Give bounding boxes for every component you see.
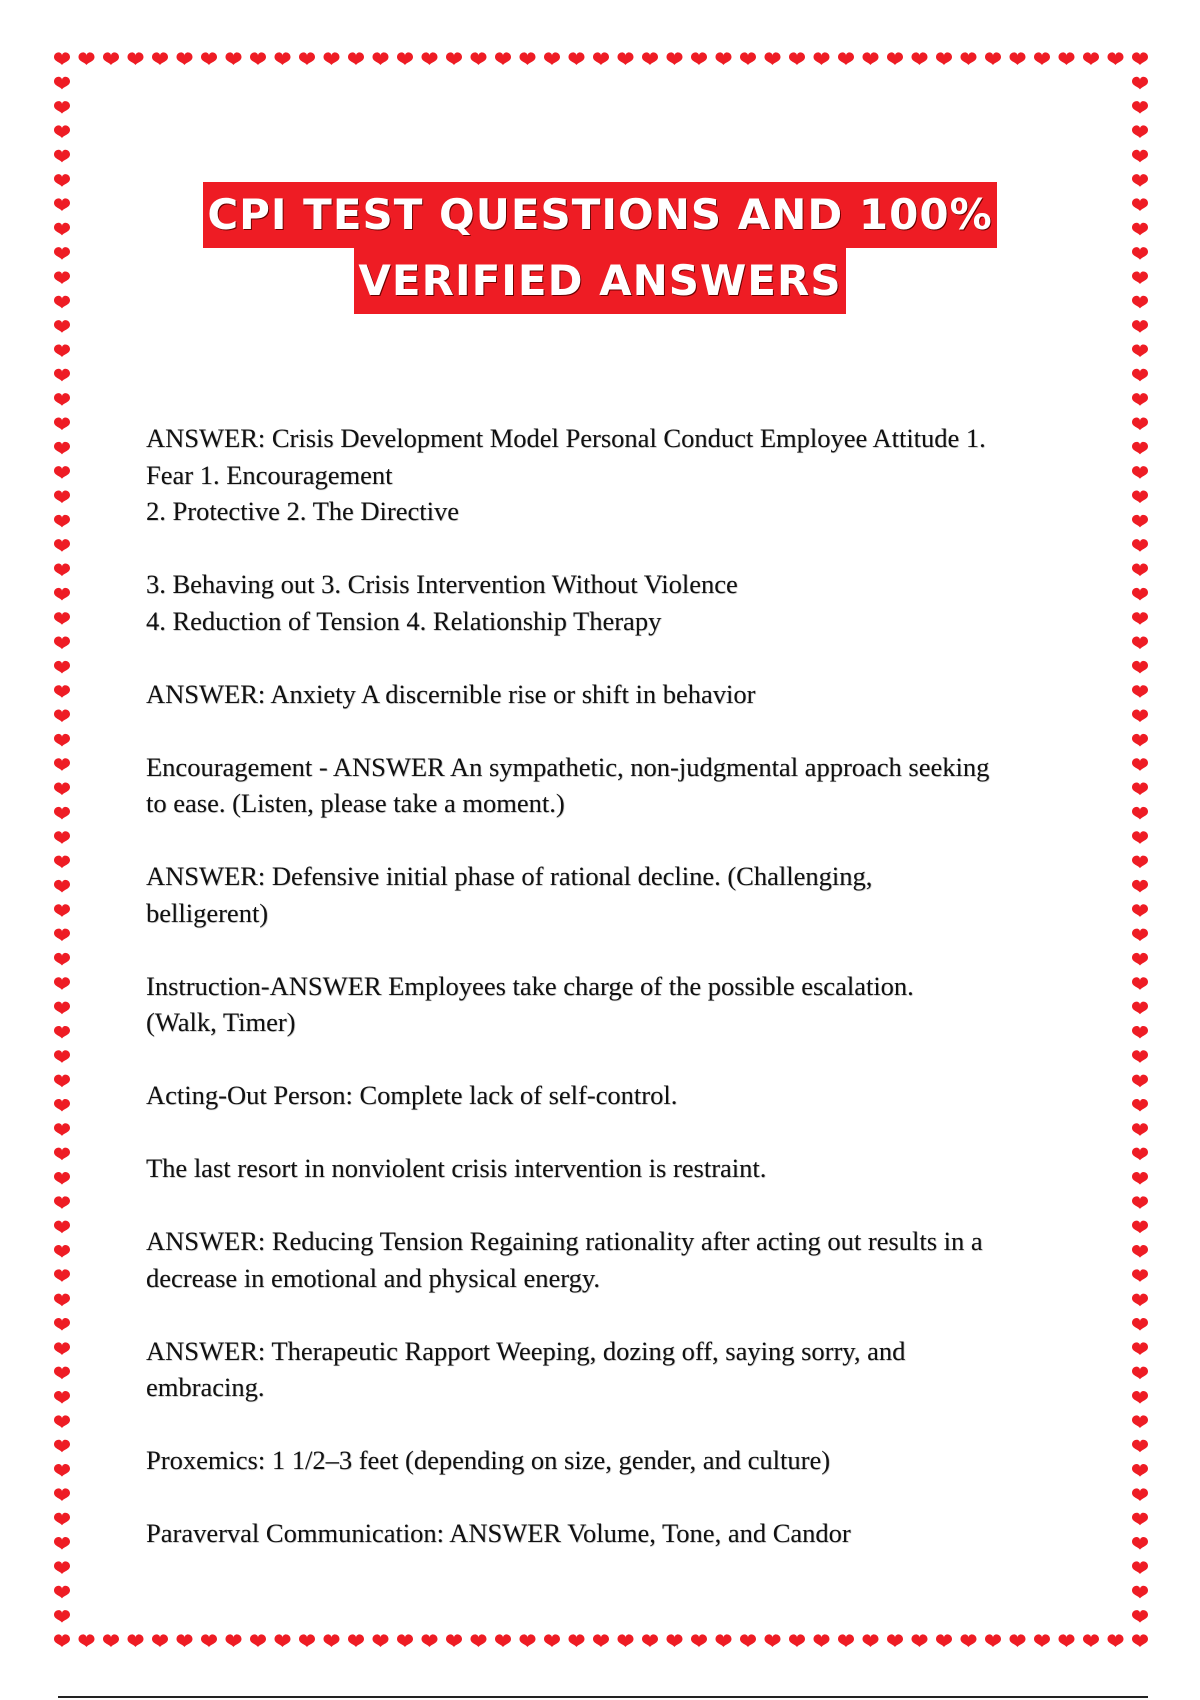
heart-icon — [1132, 1245, 1148, 1258]
heart-icon — [1132, 1148, 1148, 1161]
heart-icon — [544, 1634, 560, 1647]
text-line: belligerent) — [146, 897, 269, 928]
heart-icon — [1108, 1634, 1124, 1647]
heart-icon — [54, 125, 70, 138]
text-line: to ease. (Listen, please take a moment.) — [146, 788, 565, 818]
heart-icon — [1132, 953, 1148, 966]
heart-icon — [1132, 417, 1148, 430]
heart-icon — [716, 1634, 732, 1647]
heart-icon — [54, 344, 70, 357]
heart-icon — [985, 1634, 1001, 1647]
heart-icon — [1132, 783, 1148, 796]
body-paragraph — [146, 968, 1076, 1041]
heart-icon — [814, 1634, 830, 1647]
heart-icon — [54, 1245, 70, 1258]
heart-icon — [1132, 564, 1148, 577]
heart-icon — [1132, 466, 1148, 479]
text-line: 4. Reduction of Tension 4. Relationship Therapy — [146, 605, 662, 636]
body-paragraph — [146, 566, 1076, 639]
heart-icon — [1132, 807, 1148, 820]
body-paragraph — [146, 420, 1076, 530]
heart-icon — [1132, 880, 1148, 893]
heart-icon — [520, 1634, 536, 1647]
heart-icon — [1132, 515, 1148, 528]
heart-icon — [299, 1634, 315, 1647]
heart-icon — [54, 101, 70, 114]
heart-icon — [544, 52, 560, 65]
heart-icon — [103, 52, 119, 65]
heart-icon — [1132, 588, 1148, 601]
heart-icon — [1132, 490, 1148, 503]
heart-icon — [765, 1634, 781, 1647]
heart-icon — [128, 52, 144, 65]
heart-icon — [54, 564, 70, 577]
heart-icon — [54, 880, 70, 893]
text-line: Paraverval Communication: ANSWER Volume, Tone, and Candor — [146, 1518, 851, 1548]
heart-icon — [54, 1488, 70, 1501]
heart-icon — [1132, 1415, 1148, 1428]
heart-icon — [789, 52, 805, 65]
heart-icon — [128, 1634, 144, 1647]
heart-icon — [961, 1634, 977, 1647]
heart-icon — [691, 52, 707, 65]
body-paragraph — [146, 858, 1076, 931]
heart-icon — [1132, 1196, 1148, 1209]
heart-icon — [1132, 831, 1148, 844]
heart-icon — [54, 466, 70, 479]
heart-icon — [863, 52, 879, 65]
heart-icon — [54, 442, 70, 455]
heart-icon — [54, 1391, 70, 1404]
heart-icon — [471, 1634, 487, 1647]
heart-icon — [54, 807, 70, 820]
heart-icon — [618, 1634, 634, 1647]
document-title — [0, 182, 1200, 314]
heart-icon — [1083, 1634, 1099, 1647]
heart-icon — [716, 52, 732, 65]
heart-icon — [1132, 734, 1148, 747]
heart-icon — [495, 52, 511, 65]
heart-icon — [54, 1050, 70, 1063]
heart-icon — [1132, 1002, 1148, 1015]
heart-icon — [54, 1026, 70, 1039]
heart-icon — [1132, 320, 1148, 333]
text-line: 2. Protective 2. The Directive — [146, 496, 459, 526]
heart-icon — [1132, 612, 1148, 625]
heart-icon — [54, 856, 70, 869]
heart-icon — [54, 150, 70, 163]
heart-icon — [1132, 77, 1148, 90]
heart-icon — [887, 52, 903, 65]
heart-icon — [54, 588, 70, 601]
heart-icon — [54, 52, 70, 65]
heart-icon — [740, 1634, 756, 1647]
heart-icon — [79, 52, 95, 65]
heart-icon — [54, 929, 70, 942]
heart-icon — [1059, 1634, 1075, 1647]
heart-icon — [103, 1634, 119, 1647]
heart-icon — [1034, 1634, 1050, 1647]
text-line: The last resort in nonviolent crisis intervention is restraint. — [146, 1153, 767, 1183]
heart-icon — [250, 1634, 266, 1647]
heart-icon — [1132, 1075, 1148, 1088]
heart-icon — [642, 1634, 658, 1647]
heart-icon — [887, 1634, 903, 1647]
heart-icon — [324, 52, 340, 65]
body-paragraph — [146, 1515, 1076, 1552]
heart-icon — [1132, 1586, 1148, 1599]
text-line: (Walk, Timer) — [146, 1007, 296, 1037]
heart-icon — [1132, 1391, 1148, 1404]
heart-icon — [54, 1099, 70, 1112]
heart-icon — [1132, 1050, 1148, 1063]
heart-icon — [1132, 856, 1148, 869]
heart-icon — [54, 734, 70, 747]
heart-icon — [1132, 442, 1148, 455]
heart-icon — [912, 52, 928, 65]
heart-icon — [201, 52, 217, 65]
title-line-2: VERIFIED ANSWERS — [354, 248, 845, 314]
heart-icon — [1132, 1464, 1148, 1477]
heart-icon — [275, 52, 291, 65]
heart-icon — [54, 1002, 70, 1015]
body-paragraph — [146, 1442, 1076, 1479]
heart-icon — [324, 1634, 340, 1647]
heart-icon — [1132, 758, 1148, 771]
heart-icon — [961, 52, 977, 65]
heart-icon — [1132, 1294, 1148, 1307]
heart-icon — [54, 1172, 70, 1185]
heart-icon — [1132, 710, 1148, 723]
heart-icon — [1132, 125, 1148, 138]
text-line: Encouragement - ANSWER An sympathetic, non-judgmental approach seeking — [146, 751, 990, 782]
heart-icon — [177, 1634, 193, 1647]
heart-icon — [54, 783, 70, 796]
heart-icon — [422, 52, 438, 65]
heart-icon — [397, 52, 413, 65]
heart-icon — [201, 1634, 217, 1647]
heart-icon — [54, 320, 70, 333]
heart-icon — [54, 1342, 70, 1355]
heart-icon — [863, 1634, 879, 1647]
heart-icon — [54, 1123, 70, 1136]
heart-icon — [1132, 1221, 1148, 1234]
text-line: ANSWER: Reducing Tension Regaining rationality after acting out results in a — [146, 1226, 983, 1256]
heart-icon — [446, 1634, 462, 1647]
heart-icon — [1132, 1634, 1148, 1647]
heart-icon — [1132, 1172, 1148, 1185]
heart-icon — [936, 1634, 952, 1647]
text-line: embracing. — [146, 1372, 265, 1402]
heart-icon — [593, 1634, 609, 1647]
heart-icon — [1132, 369, 1148, 382]
heart-icon — [1132, 685, 1148, 698]
heart-icon — [593, 52, 609, 65]
heart-icon — [54, 1269, 70, 1282]
text-line: ANSWER: Defensive initial phase of rational decline. (Challenging, — [146, 861, 873, 891]
heart-icon — [54, 1586, 70, 1599]
heart-icon — [54, 612, 70, 625]
heart-icon — [54, 1221, 70, 1234]
heart-icon — [985, 52, 1001, 65]
heart-icon — [54, 953, 70, 966]
heart-icon — [54, 1318, 70, 1331]
heart-icon — [1132, 1561, 1148, 1574]
document-body — [146, 420, 1076, 1588]
heart-icon — [1132, 977, 1148, 990]
heart-icon — [471, 52, 487, 65]
heart-icon — [373, 1634, 389, 1647]
heart-icon — [54, 1367, 70, 1380]
heart-icon — [226, 1634, 242, 1647]
text-line: Instruction-ANSWER Employees take charge of the possible escalation. — [146, 970, 914, 1001]
heart-icon — [1132, 1318, 1148, 1331]
heart-icon — [838, 1634, 854, 1647]
heart-icon — [1132, 150, 1148, 163]
heart-icon — [1132, 1440, 1148, 1453]
heart-icon — [642, 52, 658, 65]
heart-icon — [1010, 52, 1026, 65]
heart-icon — [397, 1634, 413, 1647]
heart-icon — [54, 1513, 70, 1526]
heart-icon — [569, 52, 585, 65]
heart-icon — [1132, 1099, 1148, 1112]
heart-icon — [936, 52, 952, 65]
heart-icon — [54, 1148, 70, 1161]
heart-icon — [618, 52, 634, 65]
heart-icon — [54, 77, 70, 90]
heart-icon — [1132, 1488, 1148, 1501]
heart-icon — [54, 977, 70, 990]
heart-icon — [1132, 393, 1148, 406]
heart-icon — [789, 1634, 805, 1647]
heart-icon — [54, 1440, 70, 1453]
text-line: ANSWER: Anxiety A discernible rise or shift in behavior — [146, 678, 756, 709]
heart-icon — [495, 1634, 511, 1647]
heart-icon — [1132, 1123, 1148, 1136]
text-line: ANSWER: Therapeutic Rapport Weeping, dozing off, saying sorry, and — [146, 1335, 906, 1366]
title-line-1: CPI TEST QUESTIONS AND 100% — [203, 182, 996, 248]
heart-icon — [1132, 929, 1148, 942]
heart-icon — [1132, 904, 1148, 917]
heart-icon — [54, 1294, 70, 1307]
heart-icon — [691, 1634, 707, 1647]
heart-icon — [667, 1634, 683, 1647]
heart-icon — [1132, 1513, 1148, 1526]
heart-icon — [299, 52, 315, 65]
heart-icon — [54, 393, 70, 406]
heart-icon — [54, 637, 70, 650]
heart-icon — [54, 515, 70, 528]
heart-icon — [1132, 1026, 1148, 1039]
heart-icon — [765, 52, 781, 65]
heart-icon — [1132, 1610, 1148, 1623]
heart-icon — [177, 52, 193, 65]
heart-icon — [152, 1634, 168, 1647]
heart-icon — [54, 758, 70, 771]
heart-icon — [54, 1610, 70, 1623]
heart-icon — [912, 1634, 928, 1647]
heart-icon — [1083, 52, 1099, 65]
heart-icon — [1132, 1269, 1148, 1282]
heart-icon — [348, 1634, 364, 1647]
heart-icon — [1132, 344, 1148, 357]
text-line: ANSWER: Crisis Development Model Personal Conduct Employee Attitude 1. — [146, 423, 986, 453]
heart-icon — [740, 52, 756, 65]
text-line: Proxemics: 1 1/2–3 feet (depending on size, gender, and culture) — [146, 1445, 831, 1475]
heart-icon — [54, 539, 70, 552]
heart-icon — [54, 661, 70, 674]
text-line: decrease in emotional and physical energy. — [146, 1262, 601, 1293]
heart-icon — [1132, 539, 1148, 552]
heart-icon — [1108, 52, 1124, 65]
heart-icon — [1132, 101, 1148, 114]
body-paragraph — [146, 749, 1076, 822]
body-paragraph — [146, 1150, 1076, 1187]
heart-icon — [814, 52, 830, 65]
heart-icon — [1132, 1537, 1148, 1550]
body-paragraph — [146, 1333, 1076, 1406]
heart-icon — [1034, 52, 1050, 65]
heart-icon — [838, 52, 854, 65]
heart-icon — [1059, 52, 1075, 65]
heart-icon — [54, 369, 70, 382]
heart-icon — [54, 831, 70, 844]
heart-icon — [1132, 1342, 1148, 1355]
heart-icon — [1010, 1634, 1026, 1647]
heart-icon — [54, 1415, 70, 1428]
heart-icon — [54, 685, 70, 698]
text-line: Acting-Out Person: Complete lack of self-control. — [146, 1080, 678, 1110]
heart-icon — [54, 1196, 70, 1209]
text-line: Fear 1. Encouragement — [146, 459, 393, 490]
heart-icon — [79, 1634, 95, 1647]
heart-icon — [54, 1537, 70, 1550]
heart-icon — [54, 490, 70, 503]
heart-icon — [54, 1634, 70, 1647]
heart-icon — [422, 1634, 438, 1647]
heart-icon — [54, 417, 70, 430]
heart-icon — [250, 52, 266, 65]
heart-icon — [54, 710, 70, 723]
heart-icon — [54, 1075, 70, 1088]
heart-icon — [1132, 661, 1148, 674]
heart-icon — [275, 1634, 291, 1647]
page-divider — [58, 1696, 1148, 1698]
body-paragraph — [146, 676, 1076, 713]
heart-icon — [348, 52, 364, 65]
heart-icon — [1132, 1367, 1148, 1380]
heart-icon — [1132, 637, 1148, 650]
heart-icon — [446, 52, 462, 65]
heart-icon — [54, 1561, 70, 1574]
body-paragraph — [146, 1077, 1076, 1114]
heart-icon — [54, 904, 70, 917]
heart-icon — [152, 52, 168, 65]
heart-icon — [1132, 52, 1148, 65]
heart-icon — [373, 52, 389, 65]
heart-icon — [569, 1634, 585, 1647]
heart-icon — [667, 52, 683, 65]
body-paragraph — [146, 1223, 1076, 1296]
heart-icon — [520, 52, 536, 65]
heart-icon — [226, 52, 242, 65]
text-line: 3. Behaving out 3. Crisis Intervention Without Violence — [146, 569, 738, 599]
heart-icon — [54, 1464, 70, 1477]
